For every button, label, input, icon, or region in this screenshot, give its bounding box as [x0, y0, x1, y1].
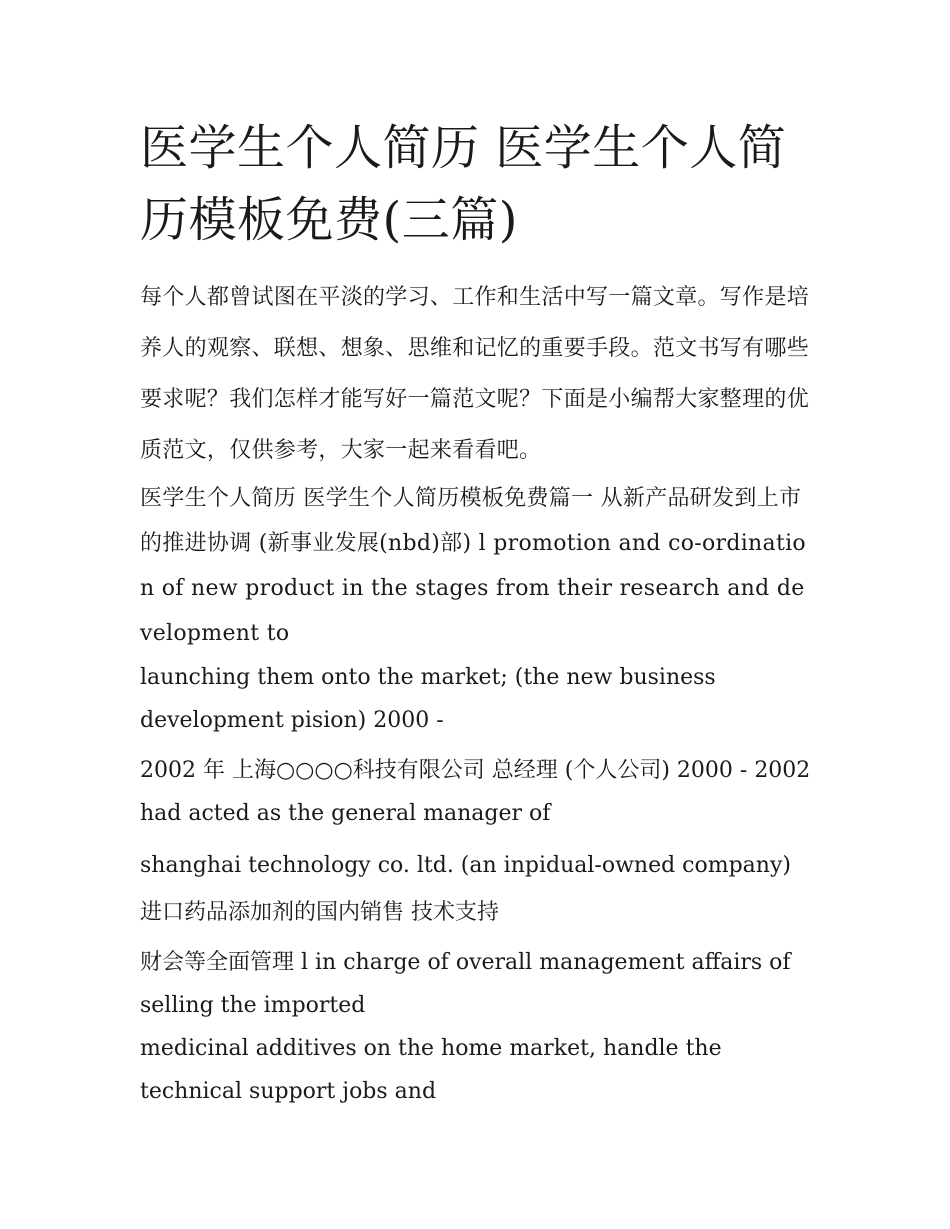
resume-paragraph-4: shanghai technology co. ltd. (an inpidual-owned company) 进口药品添加剂的国内销售 技术支持 — [140, 853, 791, 925]
document-title: 医学生个人简历 医学生个人简历模板免费(三篇) — [140, 120, 787, 248]
intro-paragraph: 每个人都曾试图在平淡的学习、工作和生活中写一篇文章。写作是培养人的观察、联想、想象、思维和记忆的重要手段。范文书写有哪些要求呢？我们怎样才能写好一篇范文呢？下面是小编帮大家整理的优质范文，仅供参考，大家一起来看看吧。 — [140, 285, 810, 463]
resume-paragraph-3: 2002 年 上海○○○○科技有限公司 总经理 (个人公司) 2000 - 2002 had acted as the general manager of — [140, 758, 811, 826]
resume-paragraph-2: launching them onto the market; (the new business development pision) 2000 - — [140, 665, 716, 733]
resume-heading-paragraph: 医学生个人简历 医学生个人简历模板免费篇一 从新产品研发到上市的推进协调 (新事业发展(nbd)部) l promotion and co-ordination of new product in the stages from their research and development to — [140, 486, 806, 646]
document-page — [140, 112, 815, 1113]
resume-paragraph-5: 财会等全面管理 l in charge of overall management affairs of selling the imported — [140, 950, 791, 1018]
resume-paragraph-6: medicinal additives on the home market, handle the technical support jobs and — [140, 1036, 722, 1104]
